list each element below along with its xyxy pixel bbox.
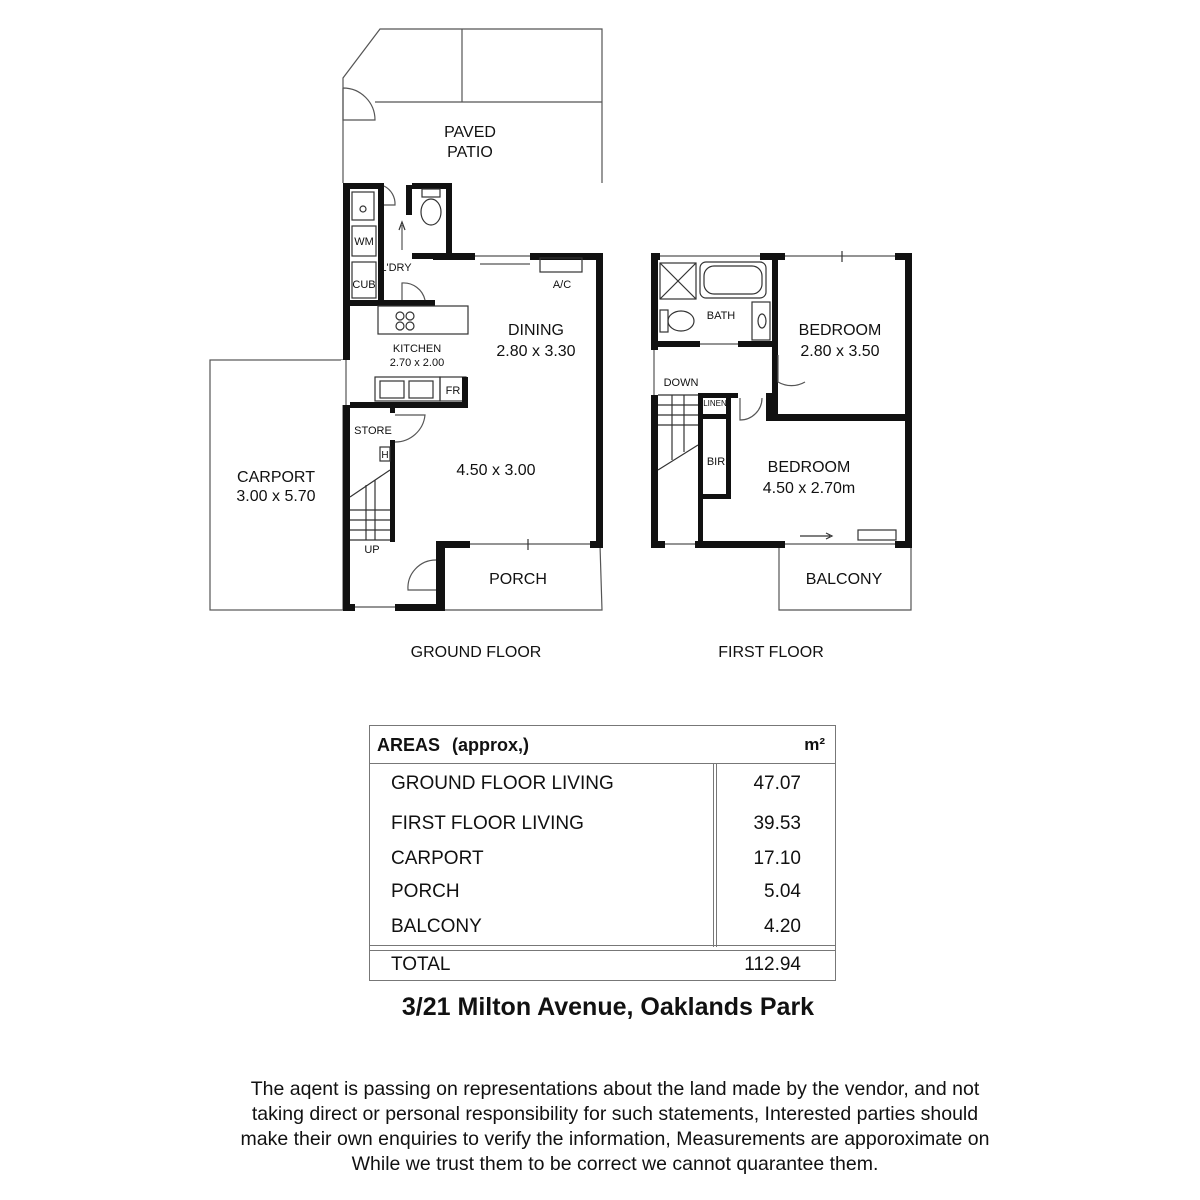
toilet-bowl: [421, 199, 441, 225]
areas-row: [370, 813, 835, 837]
area-label: GROUND FLOOR LIVING: [391, 773, 614, 794]
kitchen-bench: [378, 306, 468, 334]
areas-total-divider: [370, 945, 835, 951]
label-linen: LINEN: [703, 399, 727, 408]
property-address: 3/21 Milton Avenue, Oaklands Park: [401, 993, 815, 1021]
label-bedroom-1-dims: 2.80 x 3.50: [800, 343, 880, 360]
label-dining: DINING: [508, 322, 564, 339]
area-value: 47.07: [753, 773, 801, 794]
label-up: UP: [364, 544, 380, 556]
disclaimer-line: While we trust them to be correct we cannot quarantee them.: [351, 1153, 879, 1175]
label-bath: BATH: [706, 310, 736, 322]
label-down: DOWN: [663, 377, 699, 389]
area-label: PORCH: [391, 881, 460, 902]
label-carport: CARPORT: [237, 469, 315, 486]
area-total-value: 112.94: [744, 954, 801, 975]
areas-unit: m²: [804, 735, 825, 754]
areas-header: [370, 726, 835, 764]
areas-row: [370, 848, 835, 872]
area-total-label: TOTAL: [391, 954, 451, 975]
label-store: STORE: [354, 425, 392, 437]
vanity: [752, 302, 770, 340]
areas-total-row: [370, 954, 835, 978]
label-bir: BIR: [706, 456, 726, 468]
label-paved-patio-1: PAVED: [444, 124, 496, 141]
label-ac: A/C: [552, 279, 572, 291]
area-value: 4.20: [764, 916, 801, 937]
areas-qualifier: (approx,): [452, 735, 530, 755]
label-kitchen-dims: 2.70 x 2.00: [389, 357, 445, 369]
area-value: 39.53: [753, 813, 801, 834]
ground-floor-plan: [210, 29, 603, 661]
area-label: CARPORT: [391, 848, 484, 869]
ground-floor-title: GROUND FLOOR: [410, 644, 542, 661]
entry-door-swing: [408, 560, 436, 590]
label-h: H: [381, 450, 389, 461]
patio-inner-outline: [375, 29, 602, 102]
label-living-dims: 4.50 x 3.00: [456, 462, 536, 479]
first-floor-toilet-bowl: [668, 311, 694, 331]
first-floor-plan: [649, 251, 912, 661]
label-fr: FR: [445, 385, 461, 397]
disclaimer-line: The aqent is passing on representations about the land made by the vendor, and not: [250, 1078, 980, 1100]
areas-row: [370, 916, 835, 940]
label-paved-patio-2: PATIO: [447, 144, 493, 161]
disclaimer-line: make their own enquiries to verify the information, Measurements are apporoximate on: [240, 1128, 990, 1150]
label-cub: CUB: [352, 279, 376, 291]
label-balcony: BALCONY: [805, 571, 883, 588]
ac-unit: [540, 258, 582, 272]
patio-door-swing: [343, 88, 375, 120]
label-porch: PORCH: [489, 571, 547, 588]
areas-title: AREAS: [377, 735, 441, 755]
area-label: FIRST FLOOR LIVING: [391, 813, 584, 834]
label-carport-dims: 3.00 x 5.70: [236, 488, 316, 505]
label-kitchen: KITCHEN: [392, 343, 442, 355]
areas-table: [369, 725, 836, 981]
first-floor-title: FIRST FLOOR: [718, 644, 824, 661]
label-bedroom-1: BEDROOM: [798, 322, 882, 339]
disclaimer: [190, 1077, 1040, 1177]
stairs-up: [350, 470, 390, 540]
area-label: BALCONY: [391, 916, 482, 937]
toilet-cistern: [422, 189, 440, 197]
label-bedroom-2-dims: 4.50 x 2.70m: [762, 480, 856, 497]
disclaimer-line: taking direct or personal responsibility for such statements, Interested parties should: [251, 1103, 979, 1125]
areas-row: [370, 881, 835, 905]
label-dining-dims: 2.80 x 3.30: [496, 343, 576, 360]
label-laundry: L'DRY: [380, 262, 412, 274]
area-value: 17.10: [753, 848, 801, 869]
label-wm: WM: [354, 236, 374, 248]
areas-row: [370, 773, 835, 797]
area-value: 5.04: [764, 881, 801, 902]
label-bedroom-2: BEDROOM: [767, 459, 851, 476]
stairs-down: [658, 395, 698, 470]
first-floor-toilet-cistern: [660, 310, 668, 332]
